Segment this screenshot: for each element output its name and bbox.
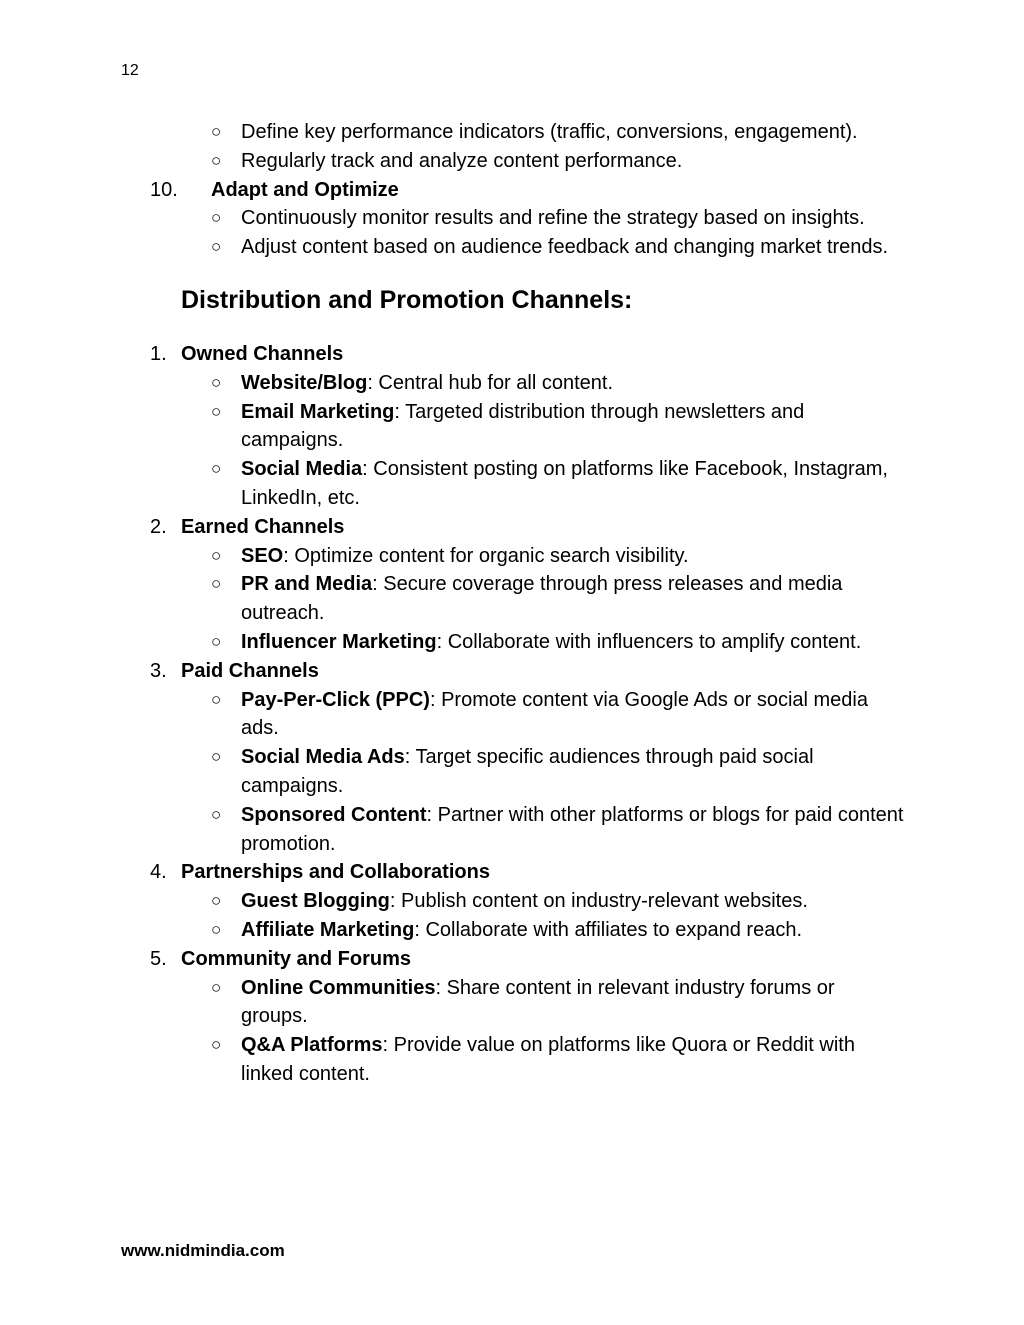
channel-heading — [0, 513, 1024, 542]
item-term: Influencer Marketing — [241, 630, 437, 653]
item-description: : Target specific audiences through paid social campaigns. — [241, 746, 814, 797]
step-title: Adapt and Optimize — [211, 178, 399, 201]
channel-number: 1. — [150, 342, 167, 365]
item-term: SEO — [241, 544, 284, 567]
item-description: : Consistent posting on platforms like Facebook, Instagram, LinkedIn, etc. — [241, 458, 888, 509]
channel-title: Earned Channels — [181, 515, 345, 538]
item-description: : Targeted distribution through newsletters and campaigns. — [241, 400, 805, 452]
channel-title: Owned Channels — [181, 342, 344, 365]
item-term: Email Marketing — [241, 400, 395, 423]
item-description: : Share content in relevant industry forums or groups. — [241, 976, 835, 1028]
channel-number: 2. — [150, 515, 167, 538]
step-heading — [0, 176, 1024, 205]
item-term: Affiliate Marketing — [241, 918, 415, 941]
item-term: Q&A Platforms — [241, 1034, 383, 1057]
list-item — [0, 916, 1024, 945]
item-description: : Central hub for all content. — [367, 371, 614, 394]
item-description: : Partner with other platforms or blogs for paid content promotion. — [241, 803, 904, 855]
list-item — [0, 974, 1024, 1032]
list-item — [0, 542, 1024, 571]
item-description: : Publish content on industry-relevant websites. — [389, 890, 808, 913]
step-number: 10. — [150, 178, 178, 201]
list-item: ○ Adjust content based on audience feedback and changing market trends. — [0, 233, 1024, 262]
list-item — [0, 887, 1024, 916]
item-term: Guest Blogging — [241, 890, 390, 913]
list-item — [0, 686, 1024, 744]
item-description: : Collaborate with affiliates to expand reach. — [414, 918, 802, 941]
section-heading: Distribution and Promotion Channels: — [181, 285, 633, 314]
item-term: Website/Blog — [241, 371, 368, 394]
channel-number: 4. — [150, 861, 167, 884]
channel-number: 3. — [150, 659, 167, 682]
list-item — [0, 1031, 1024, 1089]
item-term: Sponsored Content — [241, 803, 427, 826]
list-item — [0, 743, 1024, 801]
item-term: Social Media — [241, 458, 363, 481]
channel-heading — [0, 858, 1024, 887]
list-item — [0, 570, 1024, 628]
channel-heading — [0, 657, 1024, 686]
channel-number: 5. — [150, 947, 167, 970]
channel-heading — [0, 945, 1024, 974]
channel-title: Partnerships and Collaborations — [181, 861, 490, 884]
list-item: ○ Continuously monitor results and refine the strategy based on insights. — [0, 204, 1024, 233]
channel-heading — [0, 340, 1024, 369]
page-number: 12 — [121, 62, 139, 79]
item-term: Social Media Ads — [241, 746, 405, 769]
list-item — [0, 369, 1024, 398]
item-description: : Promote content via Google Ads or social media ads. — [241, 688, 868, 740]
item-description: : Secure coverage through press releases and media outreach. — [241, 573, 843, 625]
item-description: : Collaborate with influencers to amplify content. — [436, 630, 862, 653]
page-content — [0, 118, 1024, 1089]
list-item — [0, 801, 1024, 859]
item-term: PR and Media — [241, 573, 373, 596]
list-item — [0, 628, 1024, 657]
list-item — [0, 398, 1024, 456]
channel-title: Community and Forums — [181, 947, 412, 970]
item-description: : Provide value on platforms like Quora or Reddit with linked content. — [241, 1034, 855, 1085]
item-term: Pay-Per-Click (PPC) — [241, 688, 430, 711]
item-term: Online Communities — [241, 976, 436, 999]
channel-title: Paid Channels — [181, 659, 319, 682]
footer-url: www.nidmindia.com — [121, 1241, 285, 1260]
list-item: ○ Regularly track and analyze content performance. — [0, 147, 1024, 176]
list-item — [0, 455, 1024, 513]
list-item: ○ Define key performance indicators (traffic, conversions, engagement). — [0, 118, 1024, 147]
item-description: : Optimize content for organic search visibility. — [283, 544, 689, 567]
